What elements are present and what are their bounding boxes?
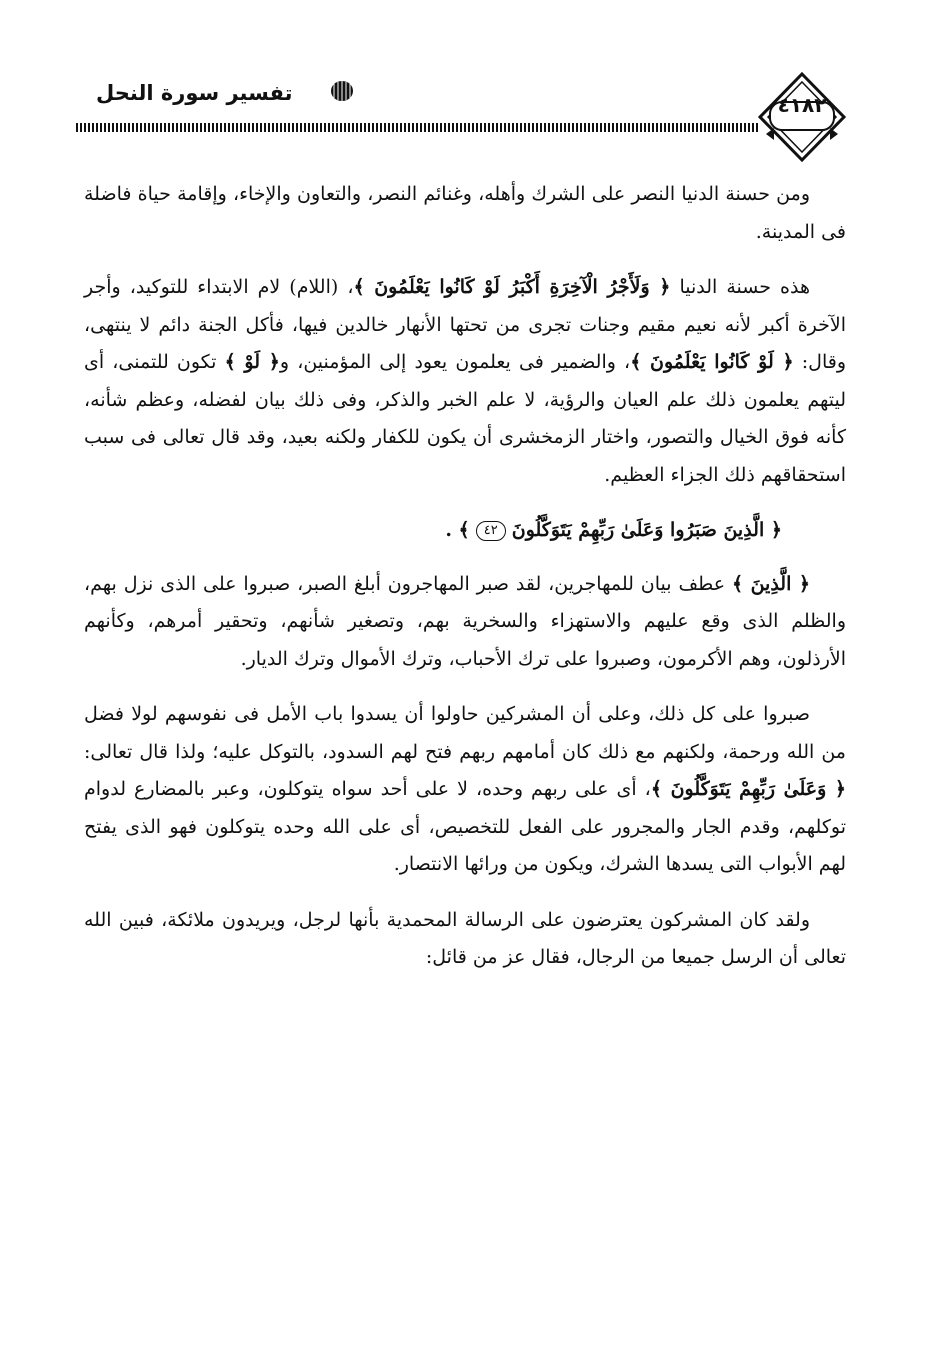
header-rule-divider — [76, 123, 760, 132]
commentary-body — [84, 176, 846, 995]
quran-quote: ﴿ وَلَأَجْرُ الْآخِرَةِ أَكْبَرُ لَوْ كَانُوا يَعْلَمُونَ ﴾ — [353, 276, 671, 298]
paragraph — [84, 269, 846, 494]
paragraph-text: هذه حسنة الدنيا — [670, 276, 810, 298]
paragraph-text: ، والضمير فى يعلمون يعود إلى المؤمنين، و — [279, 351, 631, 373]
header-ornament-icon — [328, 80, 356, 102]
paragraph-text: صبروا على كل ذلك، وعلى أن المشركين حاولوا أن يسدوا باب الأمل فى نفوسهم لولا فضل من الله ورحمة، ولكنهم مع ذلك كان أمامهم ربهم فتح لهم السدود، بالتوكل عليه؛ ولذا قال تعالى: — [84, 703, 846, 763]
paragraph — [84, 566, 846, 679]
verse-heading — [84, 512, 846, 550]
paragraph-text: ، (اللام) لام الابتداء للتوكيد، وأجر الآخرة أكبر لأنه نعيم مقيم وجنات تجرى من تحتها الأنهار خالدين فيها، فأكل الجنة دائم لا ينتهى، وقال: — [84, 276, 847, 373]
verse-heading-text: ﴿ الَّذِينَ صَبَرُوا وَعَلَىٰ رَبِّهِمْ يَتَوَكَّلُونَ — [511, 519, 782, 541]
paragraph-text: ، أى على ربهم وحده، لا على أحد سواه يتوكلون، وعبر بالمضارع لدوام توكلهم، وقدم الجار والمجرور على الفعل للتخصيص، أى على الله وحده يتوكلون فهو الذى يفتح لهم الأبواب التى يسدها الشرك، ويكون من ورائها الانتصار. — [84, 778, 846, 875]
quran-quote: ﴿ لَوْ ﴾ — [224, 351, 280, 373]
paragraph-text: عطف بيان للمهاجرين، لقد صبر المهاجرون أبلغ الصبر، صبروا على الذى نزل بهم، والظلم الذى وقع عليهم والاستهزاء والسخرية بهم، وتصغير شأنهم، وتحقير أمرهم، وكأنهم الأرذلون، وهم الأكرمون، وصبروا على ترك الأحباب، وترك الأموال وترك الديار. — [84, 572, 846, 670]
page-number: ٤١٨٢ — [777, 93, 827, 117]
paragraph — [84, 902, 846, 977]
quran-quote: ﴿ لَوْ كَانُوا يَعْلَمُونَ ﴾ — [630, 351, 794, 373]
running-header-title: تفسير سورة النحل — [96, 81, 293, 105]
ayah-number-marker: ٤٢ — [476, 521, 506, 541]
paragraph-text: تكون للتمنى، أى ليتهم يعلمون ذلك علم العيان والرؤية، لا علم الخبر والذكر، وفى ذلك بيان لفضله، وعظم شأنه، كأنه فوق الخيال والتصور، واختار الزمخشرى أن يكون للكفار ولكنه بعيد، وقد قال تعالى فى سبب استحقاقهم ذلك الجزاء العظيم. — [84, 351, 846, 486]
verse-heading-close: ﴾ . — [445, 519, 470, 541]
quran-quote: ﴿ الَّذِينَ ﴾ — [731, 572, 810, 595]
paragraph-text: ومن حسنة الدنيا النصر على الشرك وأهله، وغنائم النصر، والتعاون والإخاء، وإقامة حياة فاضلة فى المدينة. — [84, 183, 846, 243]
quran-quote: ﴿ وَعَلَىٰ رَبِّهِمْ يَتَوَكَّلُونَ ﴾ — [650, 778, 847, 800]
paragraph — [84, 176, 846, 251]
paragraph — [84, 696, 846, 884]
paragraph-text: ولقد كان المشركون يعترضون على الرسالة المحمدية بأنها لرجل، ويريدون ملائكة، فبين الله تعالى أن الرسل جميعا من الرجال، فقال عز من قائل: — [84, 908, 846, 968]
